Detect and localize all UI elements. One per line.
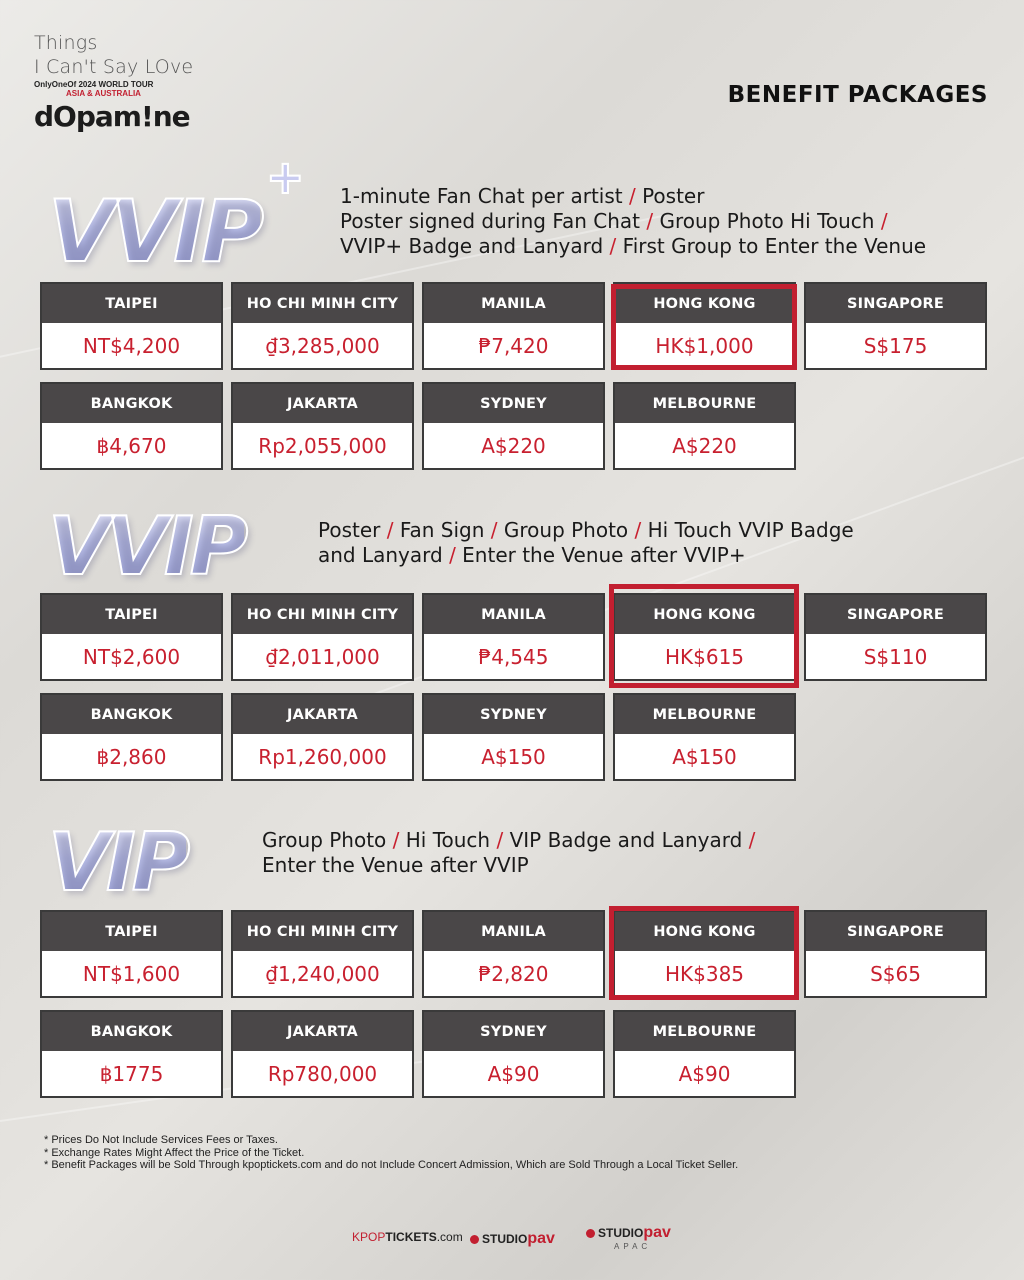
city-label: SYDNEY	[424, 1012, 603, 1051]
price-value: Rp1,260,000	[258, 744, 387, 769]
price-value: ₱7,420	[478, 333, 549, 358]
price-card	[613, 910, 796, 998]
separator-slash: /	[496, 828, 510, 852]
kpoptickets-logo-part: .com	[436, 1230, 463, 1244]
city-label: JAKARTA	[233, 384, 412, 423]
footnote: * Benefit Packages will be Sold Through kpoptickets.com and do not Include Concert Admission, Which are Sold Through a Local Ticket Seller.	[44, 1159, 739, 1171]
city-label: TAIPEI	[42, 595, 221, 634]
city-label: TAIPEI	[42, 912, 221, 951]
logo-line-tour: OnlyOneOf 2024 WORLD TOUR	[34, 80, 154, 89]
price-value: A$220	[672, 433, 737, 458]
city-label: HONG KONG	[615, 912, 794, 951]
price-value: ₱2,820	[478, 961, 549, 986]
price-card	[40, 910, 223, 998]
city-label: MELBOURNE	[615, 695, 794, 734]
price-value: S$65	[870, 961, 921, 986]
description-line	[340, 184, 926, 209]
city-label: MANILA	[424, 595, 603, 634]
tier-badge: VVIP	[48, 500, 245, 593]
price-card	[422, 282, 605, 370]
separator-slash: /	[640, 209, 660, 233]
city-label: SINGAPORE	[806, 284, 985, 323]
price-value: NT$1,600	[82, 961, 181, 986]
price-card	[804, 282, 987, 370]
description-item: and Lanyard	[318, 543, 443, 567]
kpoptickets-logo	[352, 1230, 463, 1244]
price-card	[613, 693, 796, 781]
city-label: JAKARTA	[233, 1012, 412, 1051]
city-label: HO CHI MINH CITY	[233, 284, 412, 323]
price-card	[804, 910, 987, 998]
price-value: NT$4,200	[82, 333, 181, 358]
price-value: ฿4,670	[96, 433, 167, 458]
studiopav-logo	[470, 1230, 555, 1248]
studiopav-apac-dot-icon	[586, 1229, 595, 1238]
tier-description	[262, 828, 755, 878]
city-label: MELBOURNE	[615, 384, 794, 423]
price-value: HK$1,000	[655, 333, 754, 358]
description-item: Group Photo Hi Touch	[659, 209, 875, 233]
city-label: SYDNEY	[424, 695, 603, 734]
footnote: * Prices Do Not Include Services Fees or Taxes.	[44, 1134, 278, 1146]
price-value: ₫1,240,000	[265, 961, 380, 986]
separator-slash: /	[874, 209, 888, 233]
city-label: HONG KONG	[615, 284, 794, 323]
price-card	[40, 1010, 223, 1098]
separator-slash: /	[484, 518, 504, 542]
price-card	[231, 693, 414, 781]
description-line	[262, 828, 755, 853]
description-item: Enter the Venue after VVIP+	[462, 543, 746, 567]
studiopav-apac-logo-part: STUDIO	[598, 1226, 644, 1240]
city-label: JAKARTA	[233, 695, 412, 734]
price-card	[804, 593, 987, 681]
separator-slash: /	[442, 543, 463, 567]
price-value: ฿2,860	[96, 744, 167, 769]
price-value: S$110	[863, 644, 928, 669]
city-label: SINGAPORE	[806, 595, 985, 634]
description-item: Hi Touch VVIP Badge	[647, 518, 854, 542]
price-card	[231, 382, 414, 470]
price-card	[422, 910, 605, 998]
price-card	[40, 693, 223, 781]
description-line	[318, 543, 854, 568]
tier-description	[340, 184, 926, 259]
city-label: MANILA	[424, 284, 603, 323]
price-value: A$90	[487, 1061, 540, 1086]
city-label: HO CHI MINH CITY	[233, 595, 412, 634]
city-label: TAIPEI	[42, 284, 221, 323]
price-card	[613, 1010, 796, 1098]
price-card	[231, 910, 414, 998]
tour-logo	[34, 32, 234, 133]
city-label: SYDNEY	[424, 384, 603, 423]
price-value: A$90	[678, 1061, 731, 1086]
page-title: BENEFIT PACKAGES	[727, 82, 988, 108]
price-card	[422, 693, 605, 781]
description-item: VIP Badge and Lanyard	[509, 828, 743, 852]
price-value: HK$615	[664, 644, 745, 669]
tier-description	[318, 518, 854, 568]
description-item: Group Photo	[503, 518, 629, 542]
price-card	[422, 1010, 605, 1098]
city-label: HONG KONG	[615, 595, 794, 634]
studiopav-apac-label: APAC	[614, 1242, 652, 1251]
price-value: HK$385	[664, 961, 745, 986]
description-line	[262, 853, 755, 878]
footnote: * Exchange Rates Might Affect the Price of the Ticket.	[44, 1146, 305, 1159]
price-card	[422, 593, 605, 681]
description-item: VVIP+ Badge and Lanyard	[340, 234, 604, 258]
description-item: Fan Sign	[399, 518, 485, 542]
studiopav-logo-part: STUDIO	[482, 1232, 528, 1246]
studiopav-logo-part: pav	[527, 1230, 555, 1247]
logo-line-dopamine: dOpam!ne	[34, 100, 190, 133]
tier-badge: VVIP	[48, 182, 261, 282]
kpoptickets-logo-part: KPOP	[352, 1230, 386, 1244]
price-value: ₫3,285,000	[265, 333, 380, 358]
description-item: Enter the Venue after VVIP	[262, 853, 529, 877]
price-card	[613, 593, 796, 681]
price-card	[40, 593, 223, 681]
city-label: HO CHI MINH CITY	[233, 912, 412, 951]
separator-slash: /	[386, 828, 406, 852]
description-line	[340, 234, 926, 259]
kpoptickets-logo-part: TICKETS	[385, 1230, 437, 1244]
price-value: S$175	[863, 333, 928, 358]
price-card	[422, 382, 605, 470]
description-item: 1-minute Fan Chat per artist	[340, 184, 623, 208]
description-item: Group Photo	[262, 828, 387, 852]
price-card	[231, 593, 414, 681]
price-card	[613, 282, 796, 370]
description-item: Poster	[318, 518, 381, 542]
city-label: MANILA	[424, 912, 603, 951]
price-value: ฿1775	[99, 1061, 164, 1086]
separator-slash: /	[742, 828, 756, 852]
price-value: A$150	[672, 744, 737, 769]
price-value: Rp2,055,000	[258, 433, 387, 458]
city-label: BANGKOK	[42, 384, 221, 423]
separator-slash: /	[603, 234, 623, 258]
price-card	[613, 382, 796, 470]
price-value: A$220	[481, 433, 546, 458]
studiopav-dot-icon	[470, 1235, 479, 1244]
price-value: Rp780,000	[267, 1061, 378, 1086]
logo-line-region: ASIA & AUSTRALIA	[66, 89, 141, 98]
description-line	[318, 518, 854, 543]
tier-badge: VIP	[48, 816, 187, 909]
tier-plus-icon: +	[266, 150, 305, 204]
footnotes	[44, 1134, 738, 1172]
separator-slash: /	[622, 184, 643, 208]
city-label: SINGAPORE	[806, 912, 985, 951]
description-item: Poster	[642, 184, 705, 208]
logo-line-things: Things	[34, 32, 98, 54]
price-value: NT$2,600	[82, 644, 181, 669]
separator-slash: /	[380, 518, 400, 542]
description-item: Hi Touch	[405, 828, 497, 852]
studiopav-apac-logo	[586, 1224, 671, 1251]
studiopav-apac-logo-part: pav	[643, 1224, 671, 1241]
description-item: First Group to Enter the Venue	[622, 234, 927, 258]
description-line	[340, 209, 926, 234]
separator-slash: /	[628, 518, 648, 542]
price-card	[40, 282, 223, 370]
city-label: BANGKOK	[42, 1012, 221, 1051]
price-card	[40, 382, 223, 470]
price-value: A$150	[481, 744, 546, 769]
logo-line-cant-say-love: I Can't Say LOve	[34, 56, 194, 78]
price-value: ₫2,011,000	[265, 644, 380, 669]
price-card	[231, 1010, 414, 1098]
price-value: ₱4,545	[478, 644, 549, 669]
description-item: Poster signed during Fan Chat	[340, 209, 641, 233]
city-label: BANGKOK	[42, 695, 221, 734]
city-label: MELBOURNE	[615, 1012, 794, 1051]
price-card	[231, 282, 414, 370]
